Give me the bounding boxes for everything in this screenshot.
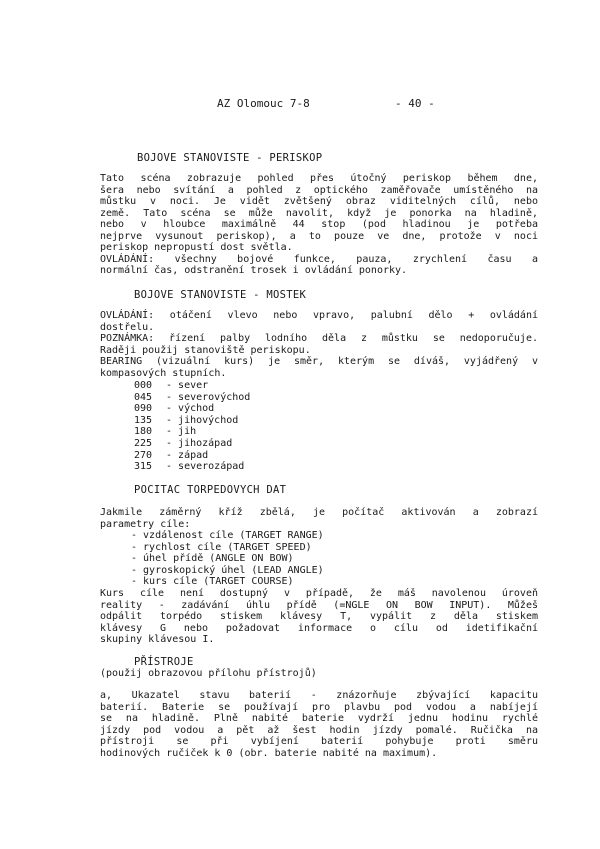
compass-label: - jihovýchod <box>160 414 239 426</box>
text-line: Tato scéna zobrazuje pohled přes útočný periskop během dne, <box>100 173 538 184</box>
compass-label: - jihozápad <box>160 437 233 449</box>
page-number: - 40 - <box>395 97 435 110</box>
compass-code: 270 <box>134 449 153 461</box>
compass-code: 315 <box>134 461 153 473</box>
page-header <box>217 97 435 110</box>
compass-item <box>134 392 250 404</box>
text-line: Kurs cíle není dostupný v případě, že máš navolenou úroveň <box>100 588 538 599</box>
compass-code: 180 <box>134 426 153 438</box>
target-parameter-item: - rychlost cíle (TARGET SPEED) <box>131 541 312 553</box>
compass-label: - západ <box>160 449 209 461</box>
text-line: baterií. Baterie se používají pro plavbu pod vodou a nabíjejí <box>100 701 538 713</box>
text-line: OVLÁDÁNÍ: otáčení vlevo nebo vpravo, palubní dělo + ovládání <box>100 310 538 321</box>
compass-item <box>134 438 250 450</box>
text-line: POZNÁMKA: řízení palby lodního děla z můstku se nedoporučuje. <box>100 333 538 344</box>
compass-code: 090 <box>134 403 153 415</box>
target-parameter-item: - vzdálenost cíle (TARGET RANGE) <box>131 530 324 541</box>
compass-item <box>134 426 250 438</box>
text-line: přístroji se při vybíjení baterií pohybuje proti směru <box>100 736 538 747</box>
compass-item <box>134 461 250 473</box>
text-line: BEARING (vizuální kurs) je směr, kterým se díváš, vyjádřený v <box>100 356 538 367</box>
compass-label: - sever <box>160 380 209 391</box>
text-line: Jakmile záměrný kříž zbělá, je počítač aktivován a zobrazí <box>100 507 538 518</box>
text-line: klávesy G nebo požadovat informace o cílu od idetifikační <box>100 622 538 634</box>
target-parameter-item: - gyroskopický úhel (LEAD ANGLE) <box>131 564 324 576</box>
section-pristroje-text <box>100 690 538 759</box>
section-mostek-text <box>100 310 538 379</box>
text-line: reality - zadávání úhlu přídě (=NGLE ON BOW INPUT). Můžeš <box>100 599 538 611</box>
text-line: skupiny klávesou I. <box>100 634 215 645</box>
text-line: a, Ukazatel stavu baterií - znázorňuje zbývající kapacitu <box>100 690 538 701</box>
section-pocitac-outro <box>100 588 538 646</box>
section-periskop-text <box>100 173 538 277</box>
section-heading-pristroje: PŘÍSTROJE <box>134 656 194 668</box>
compass-code: 135 <box>134 414 153 426</box>
header-title: AZ Olomouc 7-8 <box>217 97 310 110</box>
compass-label: - východ <box>160 403 215 415</box>
text-line: se na hladině. Plně nabité baterie vydrží jednu hodinu rychlé <box>100 713 538 724</box>
text-line: odpálit torpédo stiskem klávesy T, vypálit z děla stiskem <box>100 611 538 622</box>
compass-item <box>134 403 250 415</box>
text-line: hodinových ručiček k 0 (obr. baterie nabité na maximum). <box>100 747 438 759</box>
text-line: šera nebo svítání a pohled z optického zaměřovače umístěného na <box>100 184 538 196</box>
text-line: normální čas, odstranění trosek i ovládání ponorky. <box>100 265 408 276</box>
text-line: Raději použij stanoviště periskopu. <box>100 344 311 356</box>
compass-item <box>134 415 250 427</box>
compass-code: 045 <box>134 391 153 403</box>
text-line: nejprve vysunout periskop), a to pouze ve dne, protože v noci <box>100 230 538 242</box>
compass-label: - jih <box>160 426 197 438</box>
compass-code: 225 <box>134 437 153 449</box>
text-line: můstku v noci. Je vidět zvětšený obraz viditelných cílů, nebo <box>100 196 538 207</box>
section-pocitac-intro <box>100 507 538 530</box>
text-line: OVLÁDÁNÍ: všechny bojové funkce, pauza, zrychlení času a <box>100 253 538 265</box>
text-line: jízdy pod vodou a pět až šest hodin jízdy pomalé. Ručička na <box>100 724 538 736</box>
compass-item <box>134 380 250 392</box>
text-line: parametry cíle: <box>100 518 191 530</box>
compass-bearings-list <box>134 380 250 473</box>
compass-item <box>134 450 250 462</box>
compass-label: - severovýchod <box>160 391 251 403</box>
section-heading-periskop: BOJOVE STANOVISTE - PERISKOP <box>137 152 323 164</box>
target-parameters-list <box>131 530 324 588</box>
text-line: kompasových stupních. <box>100 367 227 379</box>
text-line: periskop nepropustí dost světla. <box>100 242 293 253</box>
text-line: země. Tato scéna se může navolit, když je ponorka na hladině, <box>100 207 538 219</box>
section-heading-pocitac: POCITAC TORPEDOVYCH DAT <box>134 484 287 496</box>
section-heading-mostek: BOJOVE STANOVISTE - MOSTEK <box>134 289 307 301</box>
text-line: dostřelu. <box>100 321 155 333</box>
section-pristroje-subtitle: (použij obrazovou přílohu přístrojů) <box>100 668 317 679</box>
compass-code: 000 <box>134 380 153 391</box>
target-parameter-item: - kurs cíle (TARGET COURSE) <box>131 576 294 588</box>
text-line: nebo v hloubce maximálně 44 stop (pod hladinou je potřeba <box>100 219 538 230</box>
compass-label: - severozápad <box>160 461 245 473</box>
target-parameter-item: - úhel přídě (ANGLE ON BOW) <box>131 553 294 565</box>
